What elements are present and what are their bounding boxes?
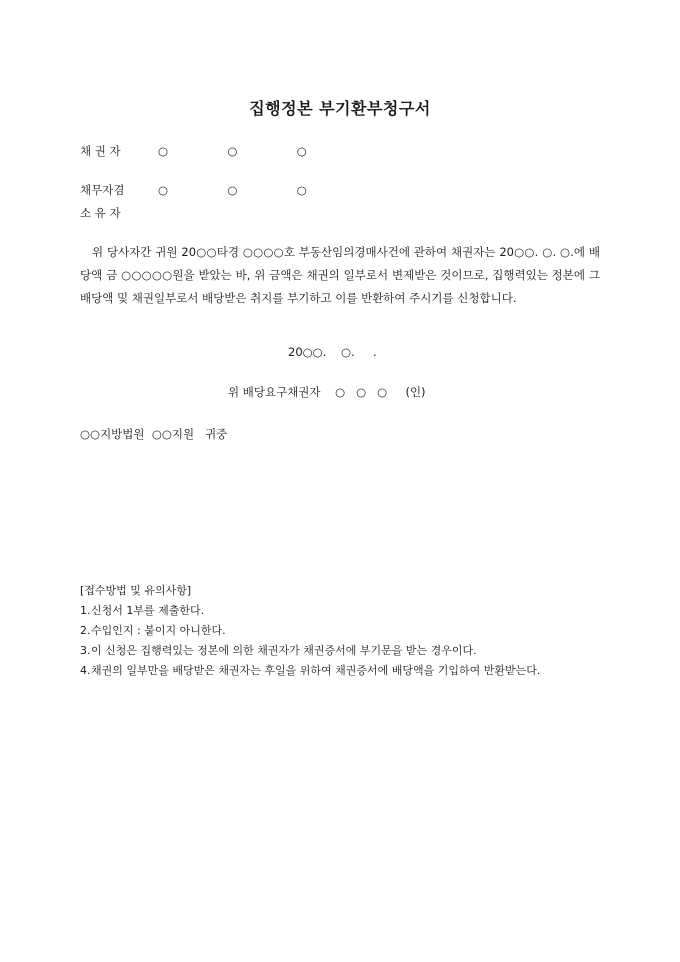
creditor-row — [80, 143, 307, 159]
note-item — [80, 621, 602, 641]
note-item — [80, 641, 602, 661]
date-line: 20○○. ○. . — [288, 345, 377, 359]
note-text: 채권의 일부만을 배당받은 채권자는 후일을 위하여 채권증서에 배당액을 기입하여 반환받는다. — [91, 664, 541, 677]
signer-line: 위 배당요구채권자 ○ ○ ○ (인) — [228, 385, 426, 399]
note-number: 4. — [80, 664, 91, 677]
note-number: 2. — [80, 624, 91, 637]
debtor-label: 채무자겸 — [80, 183, 125, 197]
creditor-name: ○ ○ ○ — [158, 144, 307, 158]
note-item — [80, 661, 602, 681]
note-text: 수입인지 : 붙이지 아니한다. — [91, 624, 226, 637]
application-body: 위 당사자간 귀원 20○○타경 ○○○○호 부동산임의경매사건에 관하여 채권자는 20○○. ○. ○.에 배당액 금 ○○○○○원을 받았는 바, 위 금액은 채권의 일부로서 변제받은 것이므로, 집행력있는 정본에 그 배당액 및 채권일부로서 배당받은 취지를 부기하고 이를 반환하여 주시기를 신청합니다. — [80, 245, 600, 305]
note-text: 신청서 1부를 제출한다. — [91, 604, 205, 617]
court-addressee: ○○지방법원 ○○지원 귀중 — [80, 427, 228, 441]
document-title: 집행정본 부기환부청구서 — [249, 99, 431, 118]
note-number: 3. — [80, 644, 91, 657]
debtor-row — [80, 182, 307, 198]
notes-section — [80, 581, 602, 681]
debtor-name: ○ ○ ○ — [158, 183, 307, 197]
owner-row — [80, 205, 158, 221]
note-text: 이 신청은 집행력있는 정본에 의한 채권자가 채권증서에 부기문을 받는 경우이다. — [91, 644, 477, 657]
notes-header: [접수방법 및 유의사항] — [80, 584, 192, 597]
creditor-label: 채 권 자 — [80, 144, 121, 158]
note-item — [80, 601, 602, 621]
note-number: 1. — [80, 604, 91, 617]
owner-label: 소 유 자 — [80, 206, 121, 220]
